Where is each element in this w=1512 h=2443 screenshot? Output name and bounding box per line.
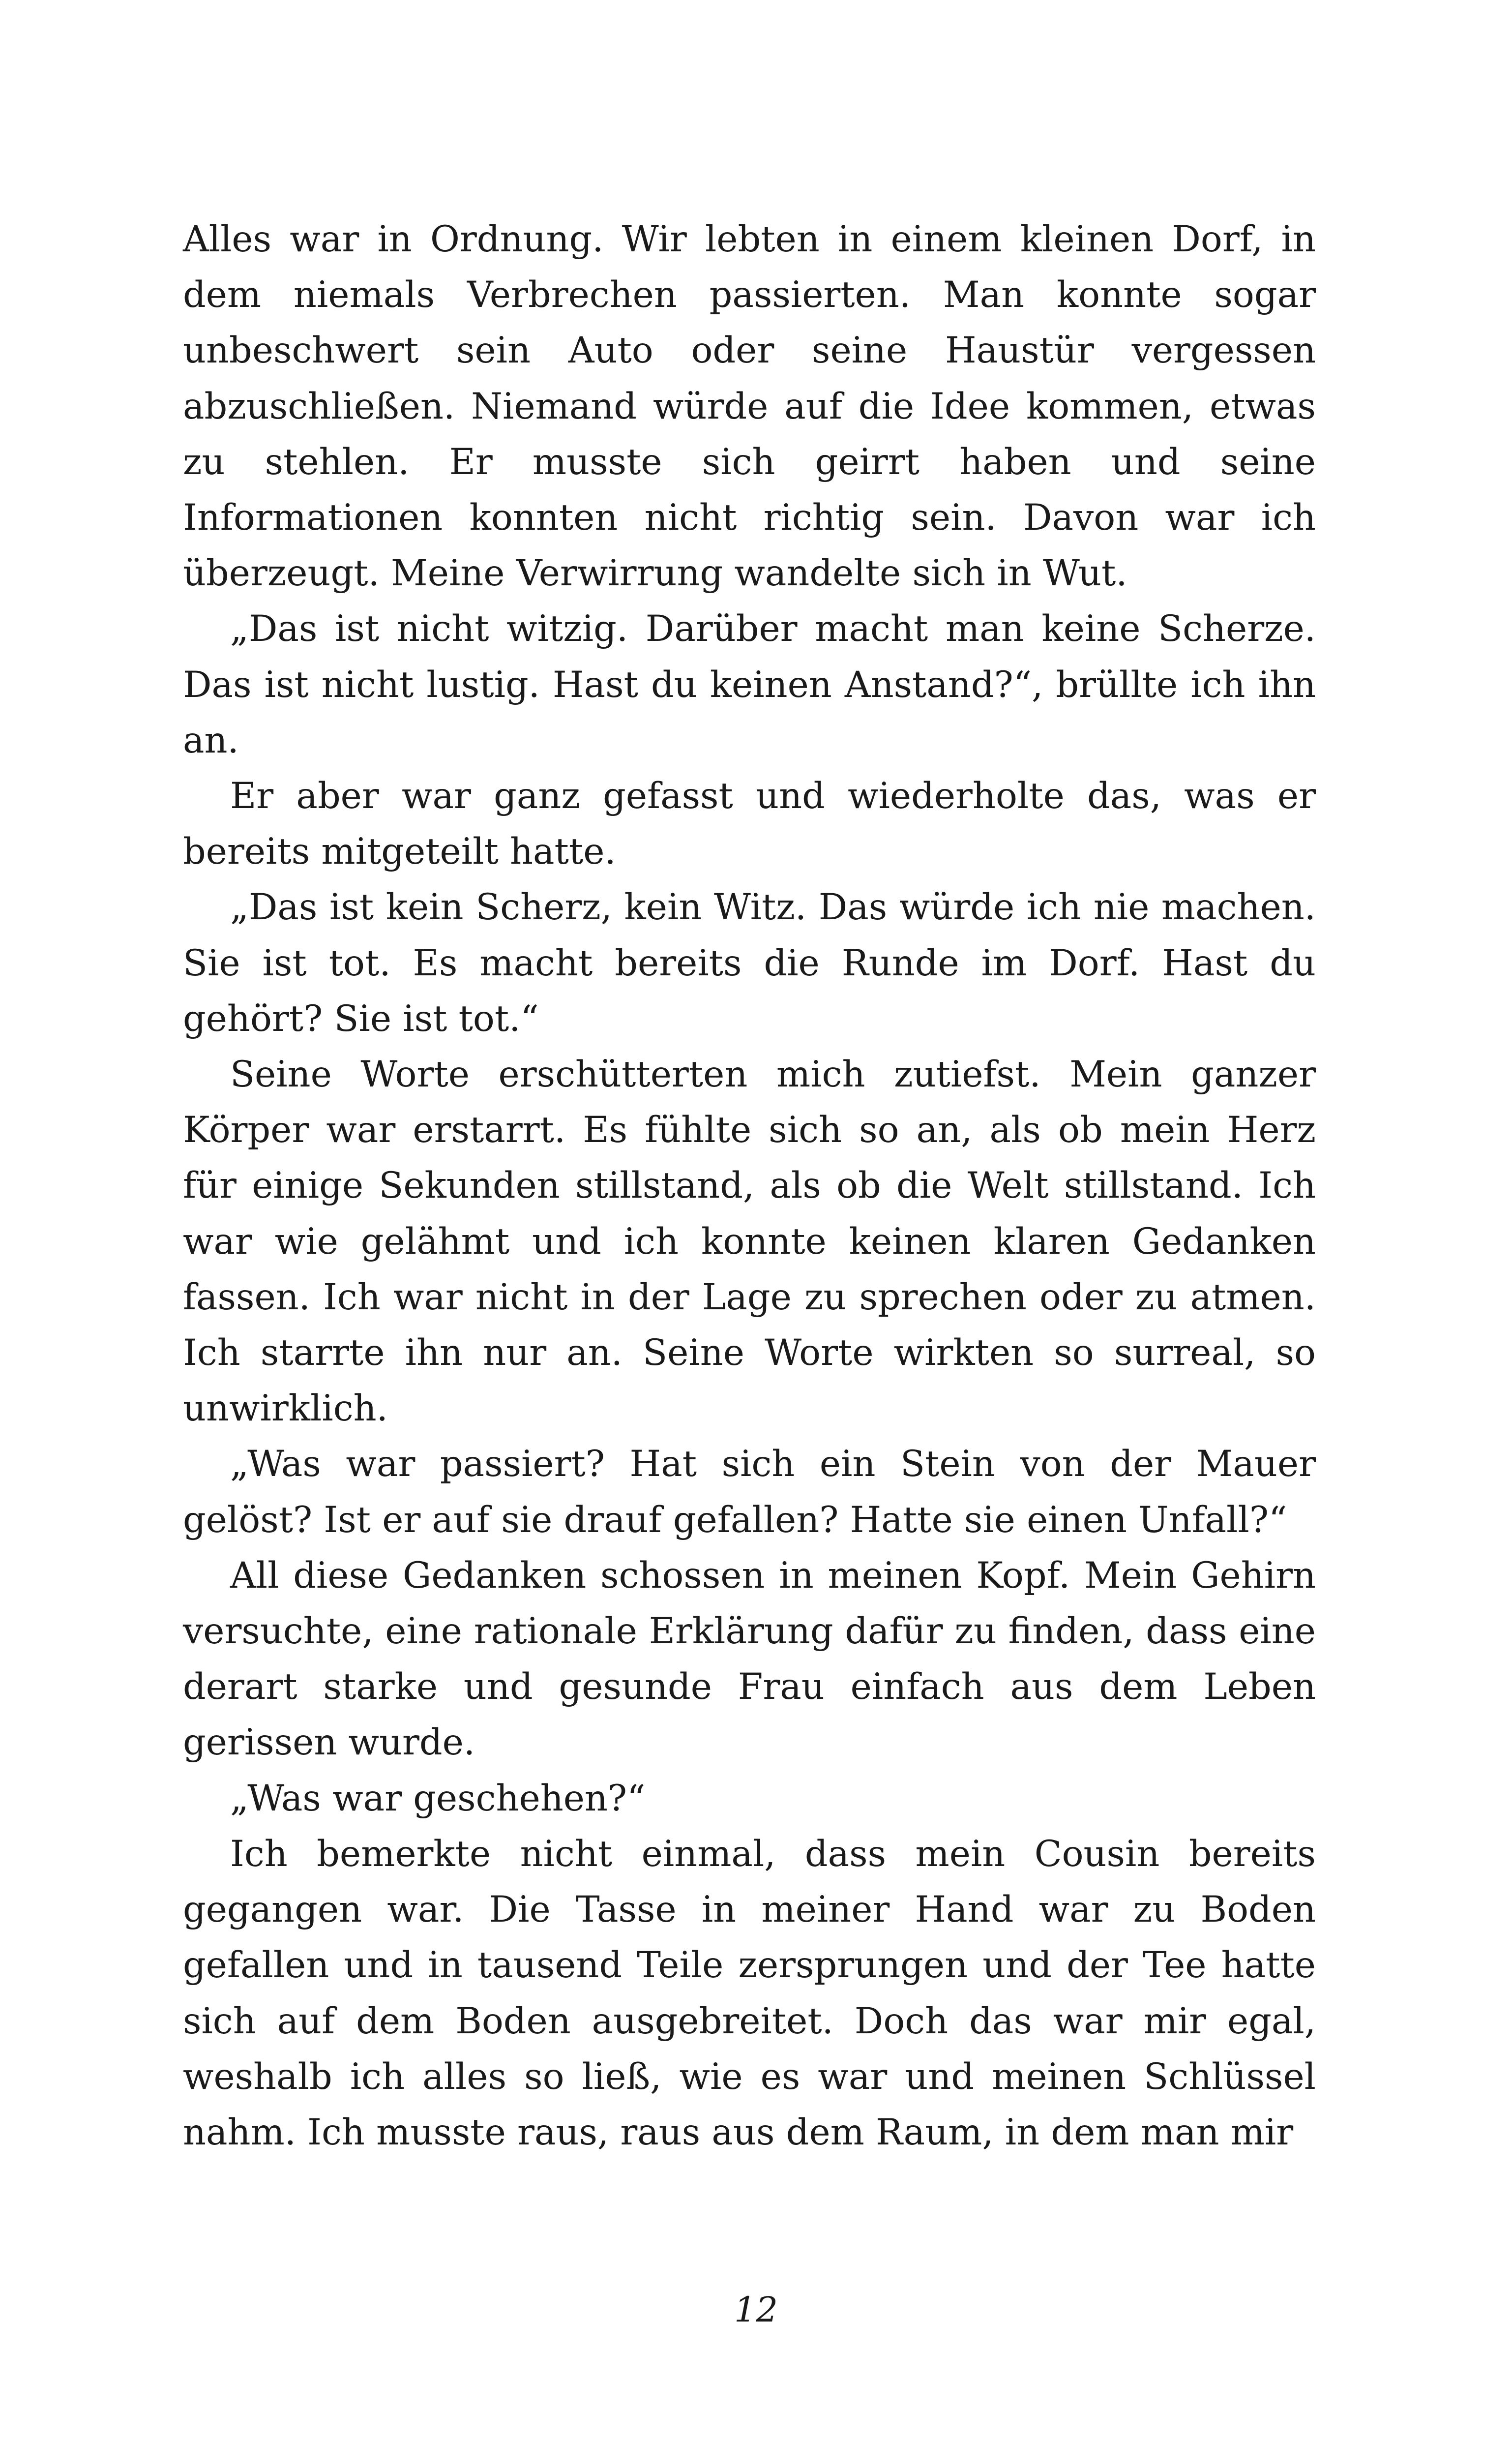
paragraph: „Das ist kein Scherz, kein Witz. Das würde ich nie machen. Sie ist tot. Es macht bereits die Runde im Dorf. Hast du gehört? Sie ist tot.“ — [183, 886, 1316, 1040]
paragraph: Er aber war ganz gefasst und wiederholte das, was er bereits mitgeteilt hatte. — [183, 775, 1316, 873]
paragraph: Ich bemerkte nicht einmal, dass mein Cousin bereits gegangen war. Die Tasse in meiner Hand war zu Boden gefallen und in tausend Teile zersprungen und der Tee hatte sich auf dem Boden ausgebreitet. Doch das war mir egal, weshalb ich alles so ließ, wie es war und meinen Schlüssel nahm. Ich musste raus, raus aus dem Raum, in dem man mir — [183, 1833, 1316, 2153]
body-text — [183, 211, 1316, 2160]
paragraph: All diese Gedanken schossen in meinen Kopf. Mein Gehirn versuchte, eine rationale Erklärung dafür zu finden, dass eine derart starke und gesunde Frau einfach aus dem Leben gerissen wurde. — [183, 1554, 1316, 1764]
paragraph: „Was war passiert? Hat sich ein Stein von der Mauer gelöst? Ist er auf sie drauf gefallen? Hatte sie einen Unfall?“ — [183, 1443, 1316, 1541]
paragraph: „Was war geschehen?“ — [230, 1777, 646, 1819]
paragraph: „Das ist nicht witzig. Darüber macht man keine Scherze. Das ist nicht lustig. Hast du keinen Anstand?“, brüllte ich ihn an. — [183, 608, 1316, 761]
page-number: 12 — [734, 2290, 778, 2330]
paragraph: Seine Worte erschütterten mich zutiefst. Mein ganzer Körper war erstarrt. Es fühlte sich so an, als ob mein Herz für einige Sekunden stillstand, als ob die Welt stillstand. Ich war wie gelähmt und ich konnte keinen klaren Gedanken fassen. Ich war nicht in der Lage zu sprechen oder zu atmen. Ich starrte ihn nur an. Seine Worte wirkten so surreal, so unwirklich. — [183, 1054, 1316, 1430]
paragraph: Alles war in Ordnung. Wir lebten in einem kleinen Dorf, in dem niemals Verbrechen passierten. Man konnte sogar unbeschwert sein Auto oder seine Haustür vergessen abzuschließen. Niemand würde auf die Idee kommen, etwas zu stehlen. Er musste sich geirrt haben und seine Informationen konnten nicht richtig sein. Davon war ich überzeugt. Meine Verwirrung wandelte sich in Wut. — [183, 218, 1316, 595]
